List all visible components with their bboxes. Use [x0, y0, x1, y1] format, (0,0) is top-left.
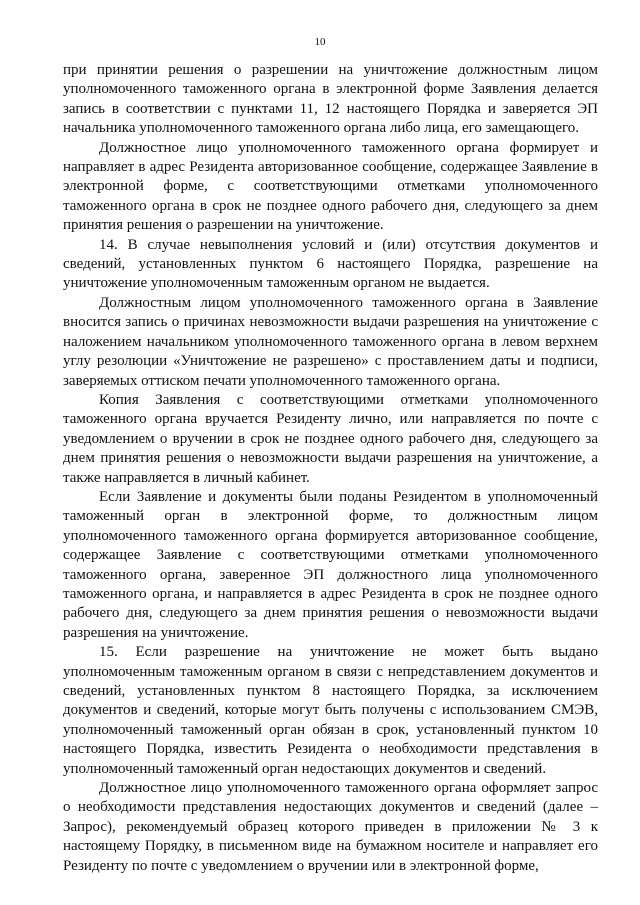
paragraph-2: Должностное лицо уполномоченного таможенного органа формирует и направляет в адрес Резидента авторизованное сообщение, содержащее Заявление в электронной форме, с соответствующими отметками уполномоченного таможенного органа в срок не позднее одного рабочего дня, следующего за днем принятия решения о разрешении на уничтожение.	[63, 139, 598, 234]
paragraph-3: 14. В случае невыполнения условий и (или) отсутствия документов и сведений, установленных пунктом 6 настоящего Порядка, разрешение на уничтожение уполномоченным таможенным органом не выдается.	[63, 236, 598, 292]
paragraph-8: Должностное лицо уполномоченного таможенного органа оформляет запрос о необходимости представления недостающих документов и сведений (далее – Запрос), рекомендуемый образец которого приведен в приложении № 3 к настоящему Порядку, в письменном виде на бумажном носителе и направляет его Резиденту по почте с уведомлением о вручении или в электронной форме,	[63, 780, 598, 874]
paragraph-1: при принятии решения о разрешении на уничтожение должностным лицом уполномоченного таможенного органа в электронной форме Заявления делается запись в соответствии с пунктами 11, 12 настоящего Порядка и заверяется ЭП начальника уполномоченного таможенного органа либо лица, его замещающего.	[63, 62, 598, 137]
paragraph-5: Копия Заявления с соответствующими отметками уполномоченного таможенного органа вручается Резиденту лично, или направляется по почте с уведомлением о вручении в срок не позднее одного рабочего дня, следующего за днем принятия решения о невозможности выдачи разрешения на уничтожение, а также направляется в личный кабинет.	[63, 391, 598, 486]
paragraph-6: Если Заявление и документы были поданы Резидентом в уполномоченный таможенный орган в электронной форме, то должностным лицом уполномоченного таможенного органа формируется авторизованное сообщение, содержащее Заявление с соответствующими отметками уполномоченного таможенного органа, заверенное ЭП должностного лица уполномоченного таможенного органа, и направляется в адрес Резидента в срок не позднее одного рабочего дня, следующего за днем принятия решения о невозможности выдачи разрешения на уничтожение.	[63, 488, 598, 641]
paragraph-4: Должностным лицом уполномоченного таможенного органа в Заявление вносится запись о причинах невозможности выдачи разрешения на уничтожение с наложением начальником уполномоченного таможенного органа в левом верхнем углу резолюции «Уничтожение не разрешено» с проставлением даты и подписи, заверяемых оттиском печати уполномоченного таможенного органа.	[63, 294, 598, 389]
document-body	[63, 61, 598, 876]
paragraph-7: 15. Если разрешение на уничтожение не может быть выдано уполномоченным таможенным органом в связи с непредставлением документов и сведений, установленных пунктом 8 настоящего Порядка, за исключением документов и сведений, которые могут быть получены с использованием СМЭВ, уполномоченный таможенный орган обязан в срок, установленный пунктом 10 настоящего Порядка, известить Резидента о необходимости представления в уполномоченный таможенный орган недостающих документов и сведений.	[63, 644, 598, 777]
page-number: 10	[314, 36, 326, 48]
